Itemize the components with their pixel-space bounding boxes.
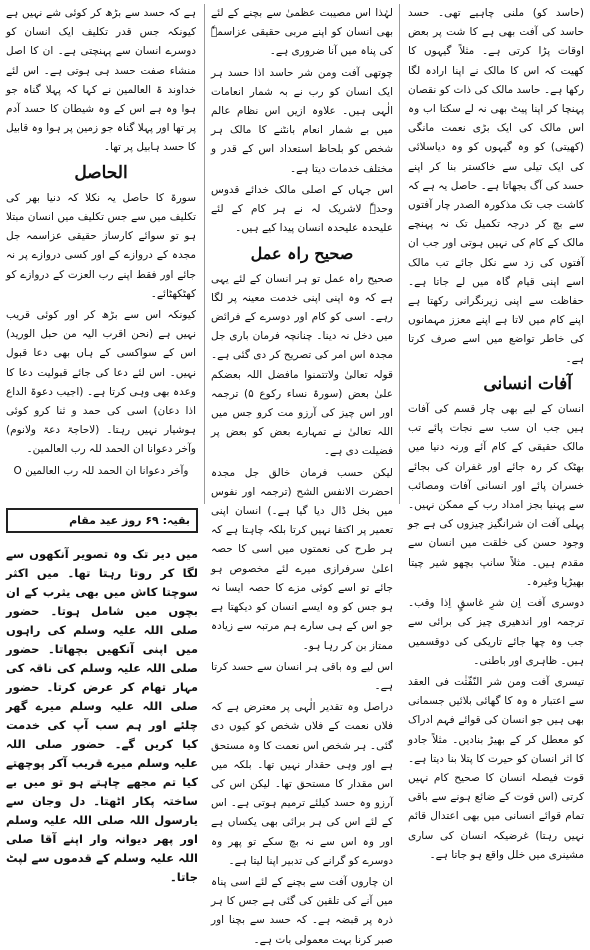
story-text: میں دیر تک وہ تصویر آنکھوں سے لگا کر روتا رہتا تھا۔ میں اکثر سوچتا کاش میں بھی یثرب کے ان بچوں میں شامل ہوتا۔ حضور صلی اللہ علیہ وسلم کی راہوں میں اپنی آنکھیں بچھاتا۔ حضور صلی اللہ علیہ وسلم کی ناقہ کی مہار تھام کر عرض کرتا۔ حضور صلی اللہ علیہ وسلم میرے گھر چلئے اور ہم سب آپ کی خدمت کیا کریں گے۔ حضور صلی اللہ علیہ وسلم میرے قریب آکر پوچھتے کیا تم مجھے چاہتے ہو تو میں بے ساختہ پکار اٹھتا۔ دل وجان سے یارسول اللہ صلی اللہ علیہ وسلم اور پھر دیوانہ وار اپنے آقا صلی اللہ علیہ وسلم کے قدموں سے لپٹ جاتا۔ xyxy=(6,546,198,884)
paragraph: تیسری آفت ومن شر النّفّثٰت فی العقد سے اعتبار ہ وہ کا گھائی بلائیں جسمانی بھی ہیں جو انسان کی قوائے فہم ادراک کو معطل کر کے بھیڑ بنادیں۔ مثلاً جادو کا اثر انسان کو حیرت کا پتلا بنا دیتا ہے۔ قوت فیصلہ انسان کا صحیح کام نہیں کرتی (اس قوت کے ضائع ہونے سے باقی تمام قوائے انسانی میں بھی اعتدال قائم نہیں رہتا) غرضیکہ انسان کی ساری مشینری میں خلل واقع ہو جاتا ہے۔ xyxy=(408,675,584,861)
column-left xyxy=(6,4,196,504)
paragraph: انسان کے لیے بھی چار قسم کی آفات ہیں جب ان سب سے نجات پائے تب مالک حقیقی کے کام آئے ورنہ دنیا میں بھٹک کر رہ جائے اور غفران کی بجائے خسران پائے اور انسانی آفات ومصائب سے پہنیا بجز امداد رب کے ممکن نہیں۔ پہلی آفت ان شرانگیز چیزوں کی ہے جو وجود حسن کی خلقت میں انسان سے مقدم ہیں۔ مثلاً سانپ بچھو شیر چیتا بھیڑیا وغیرہ۔ xyxy=(408,403,584,588)
paragraph: اس جہاں کے اصلی مالک خدائے قدوس وحدہٗ لاشریک لہ نے ہر کام کے لئے علیحدہ علیحدہ انسان پیدا کیے ہیں۔ xyxy=(211,183,393,235)
section-heading-sahih-rah-amal: صحیح راہ عمل xyxy=(250,244,354,264)
closing-dua: وآخر دعوانا ان الحمد للہ رب العالمین O xyxy=(13,464,189,477)
paragraph: سورۃ کا حاصل یہ نکلا کہ دنیا بھر کی تکلیف میں سے جس تکلیف میں انسان مبتلا ہو تو سوائے کارساز حقیقی عزاسمہ جل مجدہ کے دروازے کے اور کسی دروازے پر نہ جائے اور فقط اپنے رب العزت کے دروازے کو کھٹکھٹائے۔ xyxy=(6,191,196,300)
section-heading-afaat-insani: آفات انسانی xyxy=(483,373,572,394)
bottom-section xyxy=(6,508,584,898)
continued-story-box xyxy=(6,508,198,898)
paragraph: دراصل وہ تقدیر الٰہی پر معترض ہے کہ فلاں نعمت کے فلاں شخص کو کیوں دی گئی۔ ہر شخص اس نعمت کا وہ مستحق ہے اور وہی حقدار نہیں تھا۔ بلکہ میں اس مقدار کا مستحق تھا۔ لیکن اس کی آرزو وہ حسد کیلئے ترمیم ہوتی ہے۔ اس کے لئے اس کی ہر برائی بھی یکساں ہے اور وہ اس سے نہ بچ سکے تو پھر وہ دوسرے کو گرانے کی تدبیر اپنا لیتا ہے۔ xyxy=(211,701,393,867)
paragraph: (حاسد کو) ملنی چاہیے تھی۔ حسد حاسد کی آفت بھی ہے کا شت پر بعض اوقات پڑا کرتی ہے۔ مثلاً گیہوں کا کھیت کہ اس کا مالک نے اپنا ارادہ لگا رکھا ہے۔ حاسد مالک کی ذات کو نقصان پہنچا کر اپنا پیٹ بھی نہ لے سکتا اب وہ اس مالک کی ایک بڑی نعمت مانگی (کھیتی) کو وہ گیہوں کو وہ دیاسلائی کی ایک تیلی سے خاکستر بنا کر اپنے حسد کی آگ بجھاتا ہے۔ حاصل یہ ہے کہ کاشت جب تک مذکورہ الصدر چار آفتوں سے بچ کر درجہ تکمیل تک نہ پہنچے مالک کے کام کی نہیں ہوتی اور جب ان آفتوں کی زد سے نکل جائے تب مالک اسے اپنی قیام گاہ میں لے جاتا ہے۔ حفاظت سے اپنی زیرنگرانی رکھتا ہے اپنے کام میں لاتا ہے اپنے معزز مہمانوں کی خاطر تواضع میں اسے صرف کرتا ہے۔ xyxy=(408,7,584,365)
paragraph: اس لیے وہ باقی ہر انسان سے حسد کرتا ہے۔ xyxy=(211,660,393,692)
paragraph: ان چاروں آفت سے بچنے کے لئے اسی پناہ میں آنے کی تلقین کی گئی ہے جس کا ہر ذرہ پر قبضہ ہے۔ کہ حسد سے بچنا اور صبر کرنا بہت معمولی بات ہے۔ xyxy=(211,875,393,946)
paragraph: کیونکہ اس سے بڑھ کر اور کوئی قریب نہیں ہے (نحن اقرب الیہ من حبل الورید) اس کے سواکسی کے ہاں بھی دعا قبول نہیں۔ اس لئے دعا کی جائے قبولیت دعا کا وعدہ بھی وہی کرتا ہے۔ (اجیب دعوۃ الداع اذا دعان) اسی کی حمد و ثنا کرو کوئی ہوشیار نہیں رہتا۔ (لاحاجۃ دعۃ ولانوم) وآخر دعوانا ان الحمد للہ رب العالمین۔ xyxy=(6,309,196,456)
column-right xyxy=(408,4,584,861)
paragraph: چوتھی آفت ومن شر حاسد اذا حسد ہر ایک انسان کو رب نے بہ شمار انعامات الٰہی ہیں۔ علاوہ ازیں اس نظام عالم میں بے شمار انعام بانٹنے کا مالک ہر شخص کو بلحاظ استعداد اس کے قدر و مختلف خدمات دیتا ہے۔ xyxy=(211,66,393,175)
paragraph: دوسری آفت اِن شرِ غاسقٍ اِذا وقب۔ ترجمہ اور اندھیری چیز کی برائی سے جب وہ چھا جائے تاریکی کی دوقسمیں ہیں۔ ظاہری اور باطنی۔ xyxy=(408,597,584,667)
paragraph: ہے کہ حسد سے بڑھ کر کوئی شے نہیں ہے کیونکہ جس قدر تکلیف ایک انسان کو دوسرے انسان سے پہنچتی ہے۔ ان کا اصل منشاء صفت حسد ہی ہوتی ہے۔ اس لئے خداوند ۃ العالمین نے کہا کہ پہلا گناہ جو ہوا وہ ہے اس کے وہ شیطان کا حسد آدم پر تھا اور پہلا گناہ جو زمین پر ہوا وہ قابیل کا حسد ہابیل پر تھا۔ xyxy=(6,7,196,154)
paragraph: لہٰذا اس مصیبت عظمیٰ سے بچنے کے لئے بھی انسان کو اپنے مربی حقیقی عزاسمہٗ کی پناہ میں آنا ضروری ہے۔ xyxy=(211,7,393,58)
bottom-right-continuation xyxy=(206,508,584,898)
continued-from-banner: بقیہ: ۶۹ روز عید مقام xyxy=(6,508,198,533)
section-heading-al-hasil: الحاصل xyxy=(74,162,128,183)
paragraph: لیکن حسب فرمان خالق جل مجدہ احضرت الانفس الشح (ترجمہ اور نفوس میں بخل ڈال دیا گیا ہے۔) انسان اپنی تعمیر پر اکتفا نہیں کرتا بلکہ چاہتا ہے کہ ہر طرح کی نعمتوں میں اسی کا حصہ اعلیٰ سرفرازی میرے لئے مخصوص ہو جائے تو اسے کوئی مزے کا حصہ ایسا نہ ہو جس کو وہ ایسے انسان کو دیکھتا ہے جو اس کے ہی سارے ہم مرتبہ سے زیادہ ممتاز بن کر رہا ہو۔ xyxy=(211,466,393,652)
column-middle xyxy=(204,4,400,946)
paragraph: صحیح راہ عمل تو ہر انسان کے لئے یہی ہے کہ وہ اپنی اپنی خدمت معینہ پر لگا رہے۔ اسی کو کام اور دوسرے کے فرائض میں دخل نہ دینا۔ چنانچہ فرمان باری جل مجدہ اس امر کی تصریح کر دی گئی ہے۔ قولہ تعالیٰ ولاتتمنوا مافضل اللہ بعضکم علیٰ بعض (سورۃ نساء رکوع ۵) ترجمہ اور اس چیز کی آرزو مت کرو جس میں اللہ تعالیٰ نے تمہارے بعض کو بعض پر فضیلت دی ہے۔ xyxy=(211,272,393,458)
